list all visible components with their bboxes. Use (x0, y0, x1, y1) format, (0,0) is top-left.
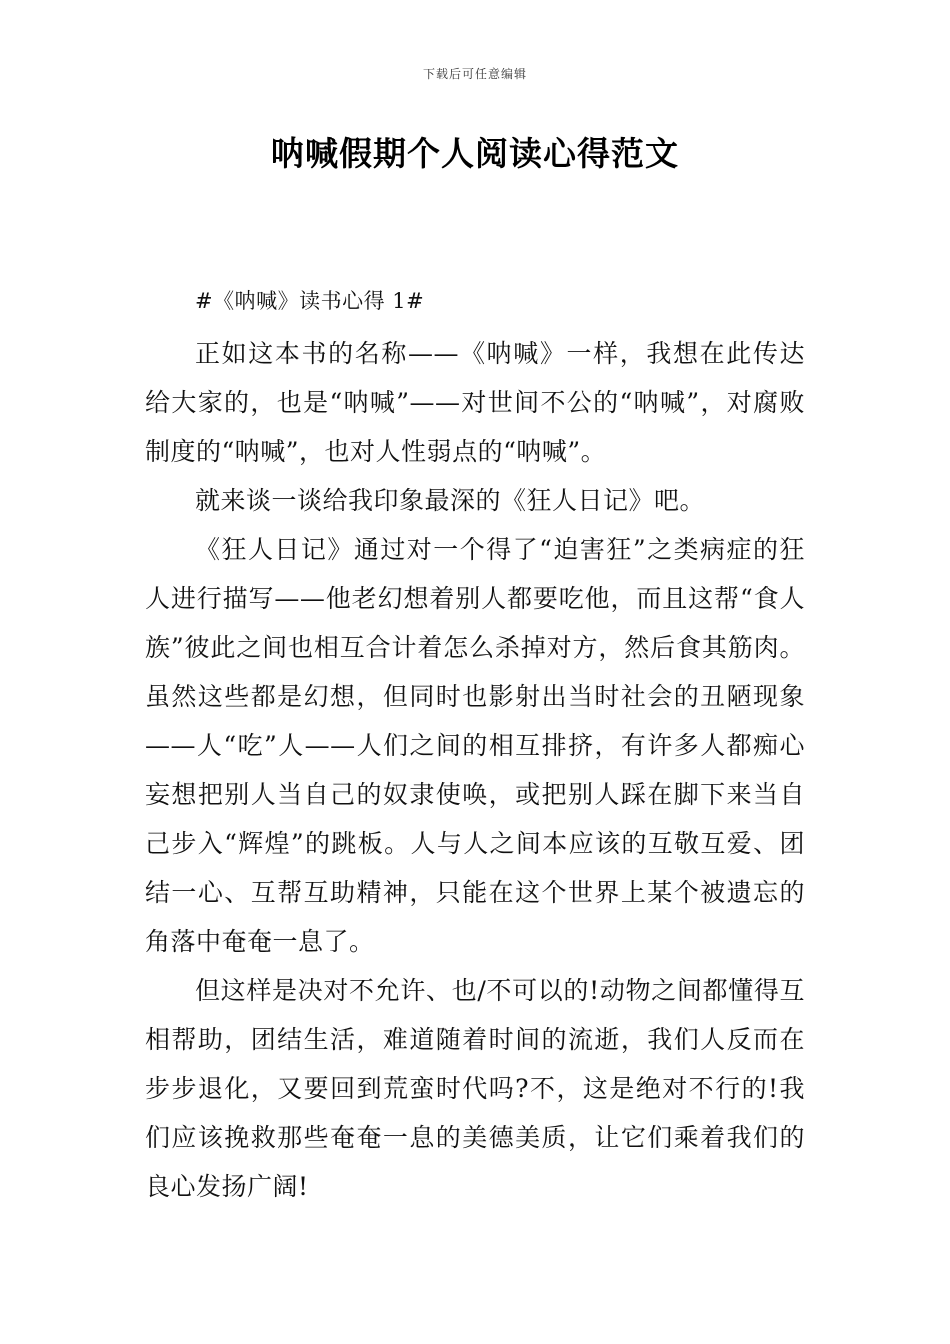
section-heading: #《呐喊》读书心得 1# (195, 289, 425, 313)
paragraph: 《狂人日记》通过对一个得了“迫害狂”之类病症的狂人进行描写——他老幻想着别人都要吃他，而且这帮“食人族”彼此之间也相互合计着怎么杀掉对方，然后食其筋肉。虽然这些都是幻想，但同时也影射出当时社会的丑陋现象——人“吃”人——人们之间的相互排挤，有许多人都痴心妄想把别人当自己的奴隶使唤，或把别人踩在脚下来当自己步入“辉煌”的跳板。人与人之间本应该的互敬互爱、团结一心、互帮互助精神，只能在这个世界上某个被遗忘的角落中奄奄一息了。 (145, 535, 805, 956)
paragraph: 正如这本书的名称——《呐喊》一样，我想在此传达给大家的，也是“呐喊”——对世间不公的“呐喊”，对腐败制度的“呐喊”，也对人性弱点的“呐喊”。 (145, 339, 805, 466)
header-note: 下载后可任意编辑 (422, 67, 527, 81)
document-title: 呐喊假期个人阅读心得范文 (271, 134, 679, 173)
paragraph: 但这样是决对不允许、也/不可以的!动物之间都懂得互相帮助，团结生活，难道随着时间的流逝，我们人反而在步步退化，又要回到荒蛮时代吗?不，这是绝对不行的!我们应该挽救那些奄奄一息的美德美质，让它们乘着我们的良心发扬广阔! (145, 976, 805, 1201)
document-body (145, 280, 805, 1211)
paragraph: 就来谈一谈给我印象最深的《狂人日记》吧。 (195, 486, 706, 515)
